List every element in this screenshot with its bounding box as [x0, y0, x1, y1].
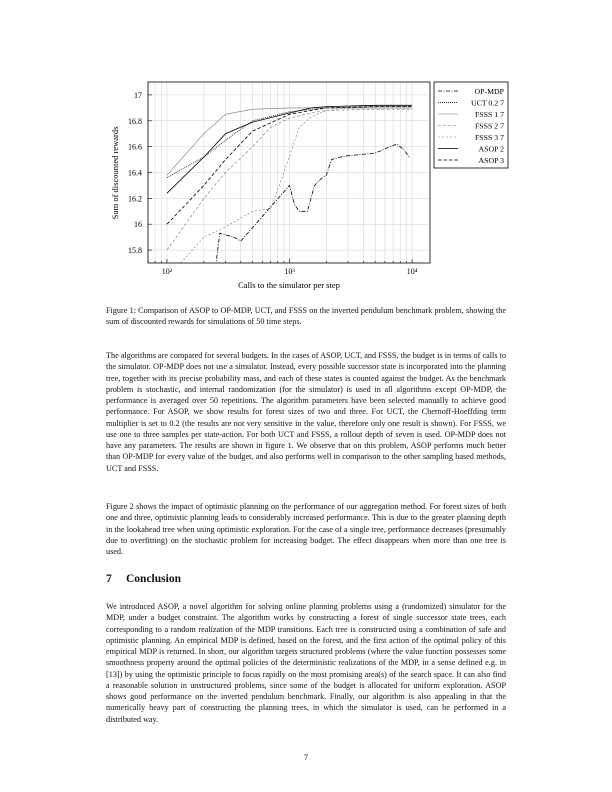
legend-label-op-mdp: OP-MDP [474, 87, 504, 96]
y-tick-label: 15.8 [128, 246, 142, 256]
legend [434, 82, 508, 168]
series-line-op-mdp [214, 144, 410, 282]
chart-ticks [128, 91, 418, 276]
figure-caption: Figure 1: Comparison of ASOP to OP-MDP, UCT, and FSSS on the inverted pendulum benchmark problem, showing the sum of discounted rewards for simulations of 50 time steps. [106, 306, 506, 327]
section-number: 7 [106, 573, 112, 585]
section-heading [106, 573, 181, 585]
legend-label-fsss-1-7: FSSS 1 7 [474, 110, 504, 119]
x-axis-label: Calls to the simulator per step [238, 280, 340, 290]
legend-label-asop-3: ASOP 3 [478, 156, 504, 165]
legend-label-fsss-3-7: FSSS 3 7 [474, 133, 504, 142]
body-paragraph-1: The algorithms are compared for several budgets. In the cases of ASOP, UCT, and FSSS, the budget is in terms of calls to the simulator. OP-MDP does not use a simulator. Instead, every possible successor state is incorporated into the planning tree, together with its precise probability mass, and each of these states is counted against the budget. As the benchmark problem is stochastic, and internal randomization (for the simulator) is used in all algorithms except OP-MDP, the performance is averaged over 50 repetitions. The algorithm parameters have been selected manually to achieve good performance. For ASOP, we show results for forest sizes of two and three. For UCT, the Chernoff-Hoeffding term multiplier is set to 0.2 (the results are not very sensitive in the value, therefore only one result is shown). For FSSS, we use one to three samples per state-action. For both UCT and FSSS, a rollout depth of seven is used. OP-MDP does not have any parameters. The results are shown in figure 1. We observe that on this problem, ASOP performs much better than OP-MDP for every value of the budget, and also performs well in comparison to the other sampling based methods, UCT and FSSS. [106, 351, 506, 473]
figure-1-chart [0, 0, 612, 300]
legend-label-uct-0-2-7: UCT 0.2 7 [471, 98, 504, 108]
body-paragraph-3: We introduced ASOP, a novel algorithm for solving online planning problems using a (randomized) simulator for the MDP, under a budget constraint. The algorithm works by constructing a forest of single successor state trees, each corresponding to a random realization of the MDP transitions. Each tree is constructed using a combination of safe and optimistic planning. An empirical MDP is defined, based on the forest, and the first action of the optimal policy of this empirical MDP is returned. In short, our algorithm targets structured problems (where the value function possesses some smoothness property around the optimal policies of the deterministic realizations of the MDP, in a sense defined e.g. in [13]) by using the optimistic principle to focus rapidly on the most promising area(s) of the search space. It can also find a reasonable solution in unstructured problems, since some of the budget is allocated for uniform exploration. ASOP shows good performance on the inverted pendulum benchmark. Finally, our algorithm is also appealing in that the numerically heavy part of constructing the planning trees, in which the simulator is used, can be performed in a distributed way. [106, 602, 506, 724]
legend-label-asop-2: ASOP 2 [478, 144, 504, 154]
y-tick-label: 16.4 [128, 168, 142, 178]
y-tick-label: 17 [134, 90, 142, 100]
y-tick-label: 16.8 [128, 116, 142, 126]
series-line-fsss-3-7 [181, 108, 412, 263]
y-axis-label: Sum of discounted rewards [110, 126, 120, 220]
y-tick-label: 16 [134, 220, 142, 230]
x-tick-label: 10² [161, 267, 173, 276]
y-tick-label: 16.6 [128, 142, 142, 152]
body-paragraph-2: Figure 2 shows the impact of optimistic planning on the performance of our aggregation method. For forest sizes of both one and three, optimistic planning leads to considerably increased performance. This is due to the greater planning depth in the lookahead tree when using optimistic exploration. For the case of a single tree, performance decreases (presumably due to overfitting) on the stochastic problem for increasing budget. The effect disappears when more than one tree is used. [106, 502, 506, 556]
legend-label-fsss-2-7: FSSS 2 7 [474, 121, 504, 131]
x-tick-label: 10⁴ [406, 267, 418, 276]
y-tick-label: 16.2 [128, 194, 142, 204]
page-number: 7 [303, 752, 309, 762]
section-title: Conclusion [126, 573, 181, 585]
x-tick-label: 10³ [284, 267, 295, 276]
